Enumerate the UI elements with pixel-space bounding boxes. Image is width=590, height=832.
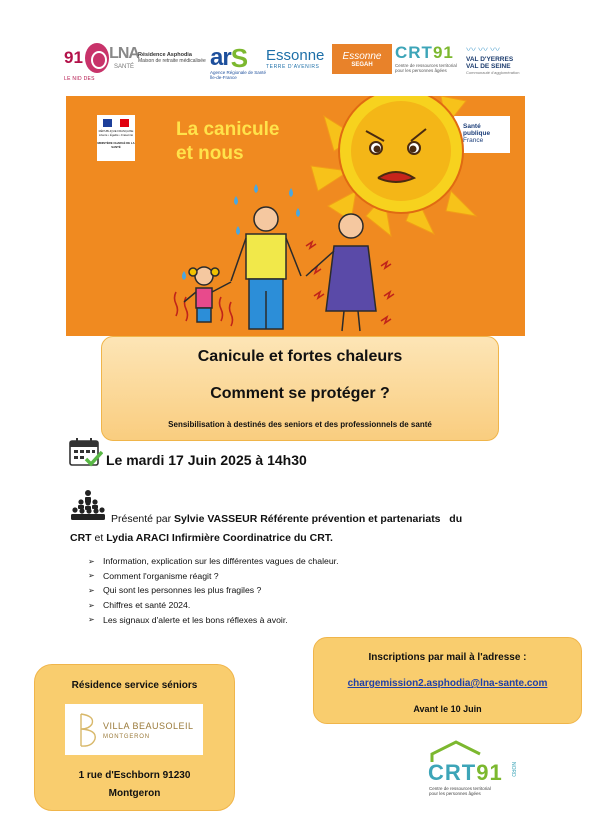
banner-title: La canicule et nous: [176, 119, 280, 164]
wave-icon: 〰〰〰: [466, 45, 502, 56]
list-item: ➢ Comment l'organisme réagit ?: [88, 570, 219, 581]
calendar-check-icon: [69, 437, 103, 467]
presenters-paragraph: Présenté par Sylvie VASSEUR Référente prévention et partenariats du CRT et Lydia ARACI Infirmière Coordinatrice du CRT.: [70, 513, 463, 544]
registration-deadline: Avant le 10 Juin: [413, 704, 482, 714]
republique-francaise-logo: RÉPUBLIQUE FRANÇAISE Liberté • Égalité • Fraternité MINISTÈRE CHARGÉ DE LA SANTÉ: [97, 115, 135, 161]
list-item: ➢ Chiffres et santé 2024.: [88, 600, 191, 611]
arrow-bullet-icon: ➢: [88, 571, 95, 581]
presenter-1: Sylvie VASSEUR Référente prévention et partenariats: [174, 513, 441, 525]
list-item: ➢ Qui sont les personnes les plus fragiles ?: [88, 585, 262, 596]
arrow-bullet-icon: ➢: [88, 556, 95, 566]
list-item: ➢ Les signaux d'alerte et les bons réflexes à avoir.: [88, 614, 288, 625]
arrow-bullet-icon: ➢: [88, 585, 95, 595]
heart-icon: [85, 43, 109, 73]
logo-essonne: Essonne TERRE D'AVENIRS: [266, 46, 325, 70]
footer-crt91-logo: CRT91 NORD Centre de ressources territorial pour les personnes âgées: [428, 740, 523, 796]
page-tagline: Sensibilisation à destinés des seniors et des professionnels de santé: [168, 420, 432, 429]
presenter-2: Lydia ARACI Infirmière Coordinatrice du CRT.: [106, 532, 333, 544]
logo-residence-asphodia: Résidence Asphodia Maison de retraite médicalisée: [138, 52, 206, 64]
venue-box: Résidence service séniors VILLA BEAUSOLEIL MONTGERON 1 rue d'Eschborn 91230 Montgeron: [34, 664, 235, 811]
list-item: ➢ Information, explication sur les différentes vagues de chaleur.: [88, 556, 339, 567]
sun-icon: [311, 96, 476, 236]
logo-crt91: CRT91 Centre de ressources territorial pour les personnes âgées: [395, 43, 457, 73]
page-title: Canicule et fortes chaleurs: [197, 348, 403, 365]
arrow-bullet-icon: ➢: [88, 600, 95, 610]
venue-address: 1 rue d'Eschborn 91230 Montgeron: [78, 770, 191, 799]
logo-lna-sante: LNA SANTÉ: [109, 45, 139, 70]
logo-essonne-segah: Essonne SEGAH: [332, 44, 392, 74]
logo-91-nid: 91 LE NID DES: [64, 36, 110, 80]
canicule-banner: [66, 96, 525, 336]
topics-list: [88, 554, 339, 627]
logo-val-yerres-val-seine: 〰〰〰 VAL D'YERRES VAL DE SEINE Communauté d'agglomération: [466, 36, 524, 80]
registration-email-link[interactable]: chargemission2.asphodia@lna-sante.com: [347, 678, 548, 689]
registration-box: Inscriptions par mail à l'adresse : chargemission2.asphodia@lna-sante.com Avant le 10 Juin: [313, 637, 582, 724]
sante-publique-france-logo: Santé publique France: [439, 116, 510, 153]
page-subtitle: Comment se protéger ?: [210, 385, 390, 402]
event-date: Le mardi 17 Juin 2025 à 14h30: [106, 452, 307, 468]
logo-ars: ar S Agence Régionale de Santé Île-de-France: [210, 42, 267, 80]
villa-beausoleil-logo: VILLA BEAUSOLEIL MONTGERON: [65, 704, 203, 755]
heading-box: [101, 336, 499, 441]
arrow-bullet-icon: ➢: [88, 615, 95, 625]
man-figure: [231, 207, 301, 329]
villa-b-icon: [77, 712, 99, 748]
girl-figure: [184, 267, 231, 322]
heatwave-illustration: [66, 96, 525, 336]
